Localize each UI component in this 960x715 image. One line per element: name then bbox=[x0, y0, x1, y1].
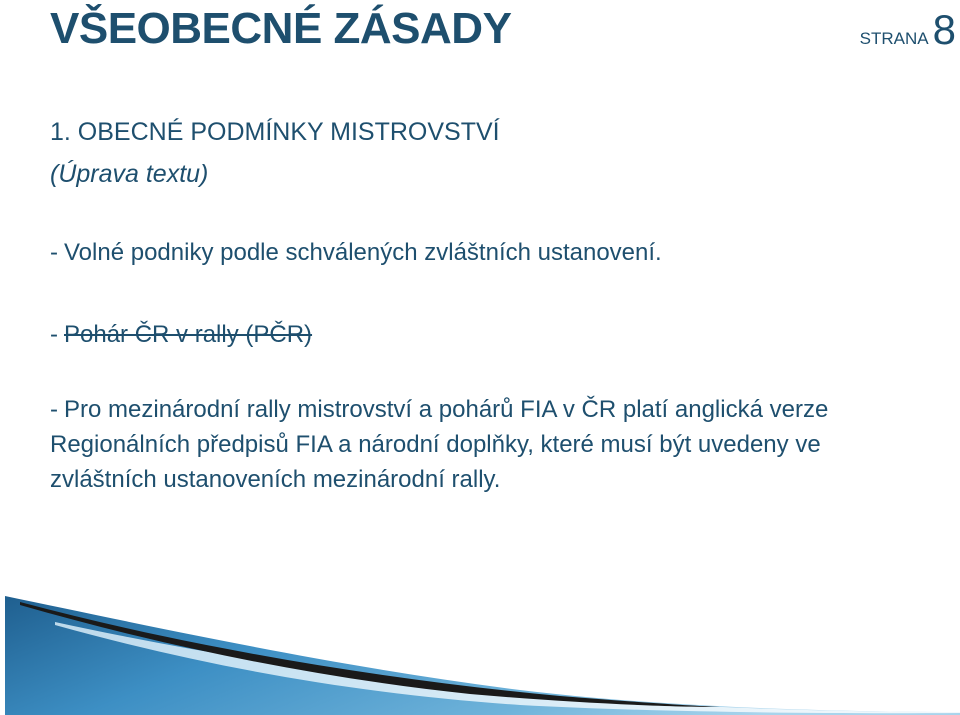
section-subtitle: (Úprava textu) bbox=[50, 160, 209, 188]
bullet-item bbox=[50, 318, 312, 353]
bullet-dash: - bbox=[50, 321, 58, 348]
slide-title: VŠEOBECNÉ ZÁSADY bbox=[50, 4, 512, 53]
page-number: 8 bbox=[932, 6, 956, 53]
bullet-text: Pro mezinárodní rally mistrovství a pohárů FIA v ČR platí anglická verze Regionálních předpisů FIA a národní doplňky, které musí být uvedeny ve zvláštních ustanoveních mezinárodní rally. bbox=[50, 396, 829, 493]
bullet-item bbox=[50, 236, 662, 271]
bullet-item bbox=[50, 393, 930, 497]
bullet-text: Volné podniky podle schválených zvláštních ustanovení. bbox=[64, 239, 662, 266]
page-label: STRANA bbox=[859, 29, 929, 48]
page-marker bbox=[860, 6, 956, 54]
bullet-text-struck: Pohár ČR v rally (PČR) bbox=[64, 321, 313, 348]
bullet-dash: - bbox=[50, 396, 58, 423]
bullet-dash: - bbox=[50, 239, 58, 266]
section-heading: 1. OBECNÉ PODMÍNKY MISTROVSTVÍ bbox=[50, 118, 500, 146]
footer-swoosh-decoration bbox=[0, 588, 960, 715]
